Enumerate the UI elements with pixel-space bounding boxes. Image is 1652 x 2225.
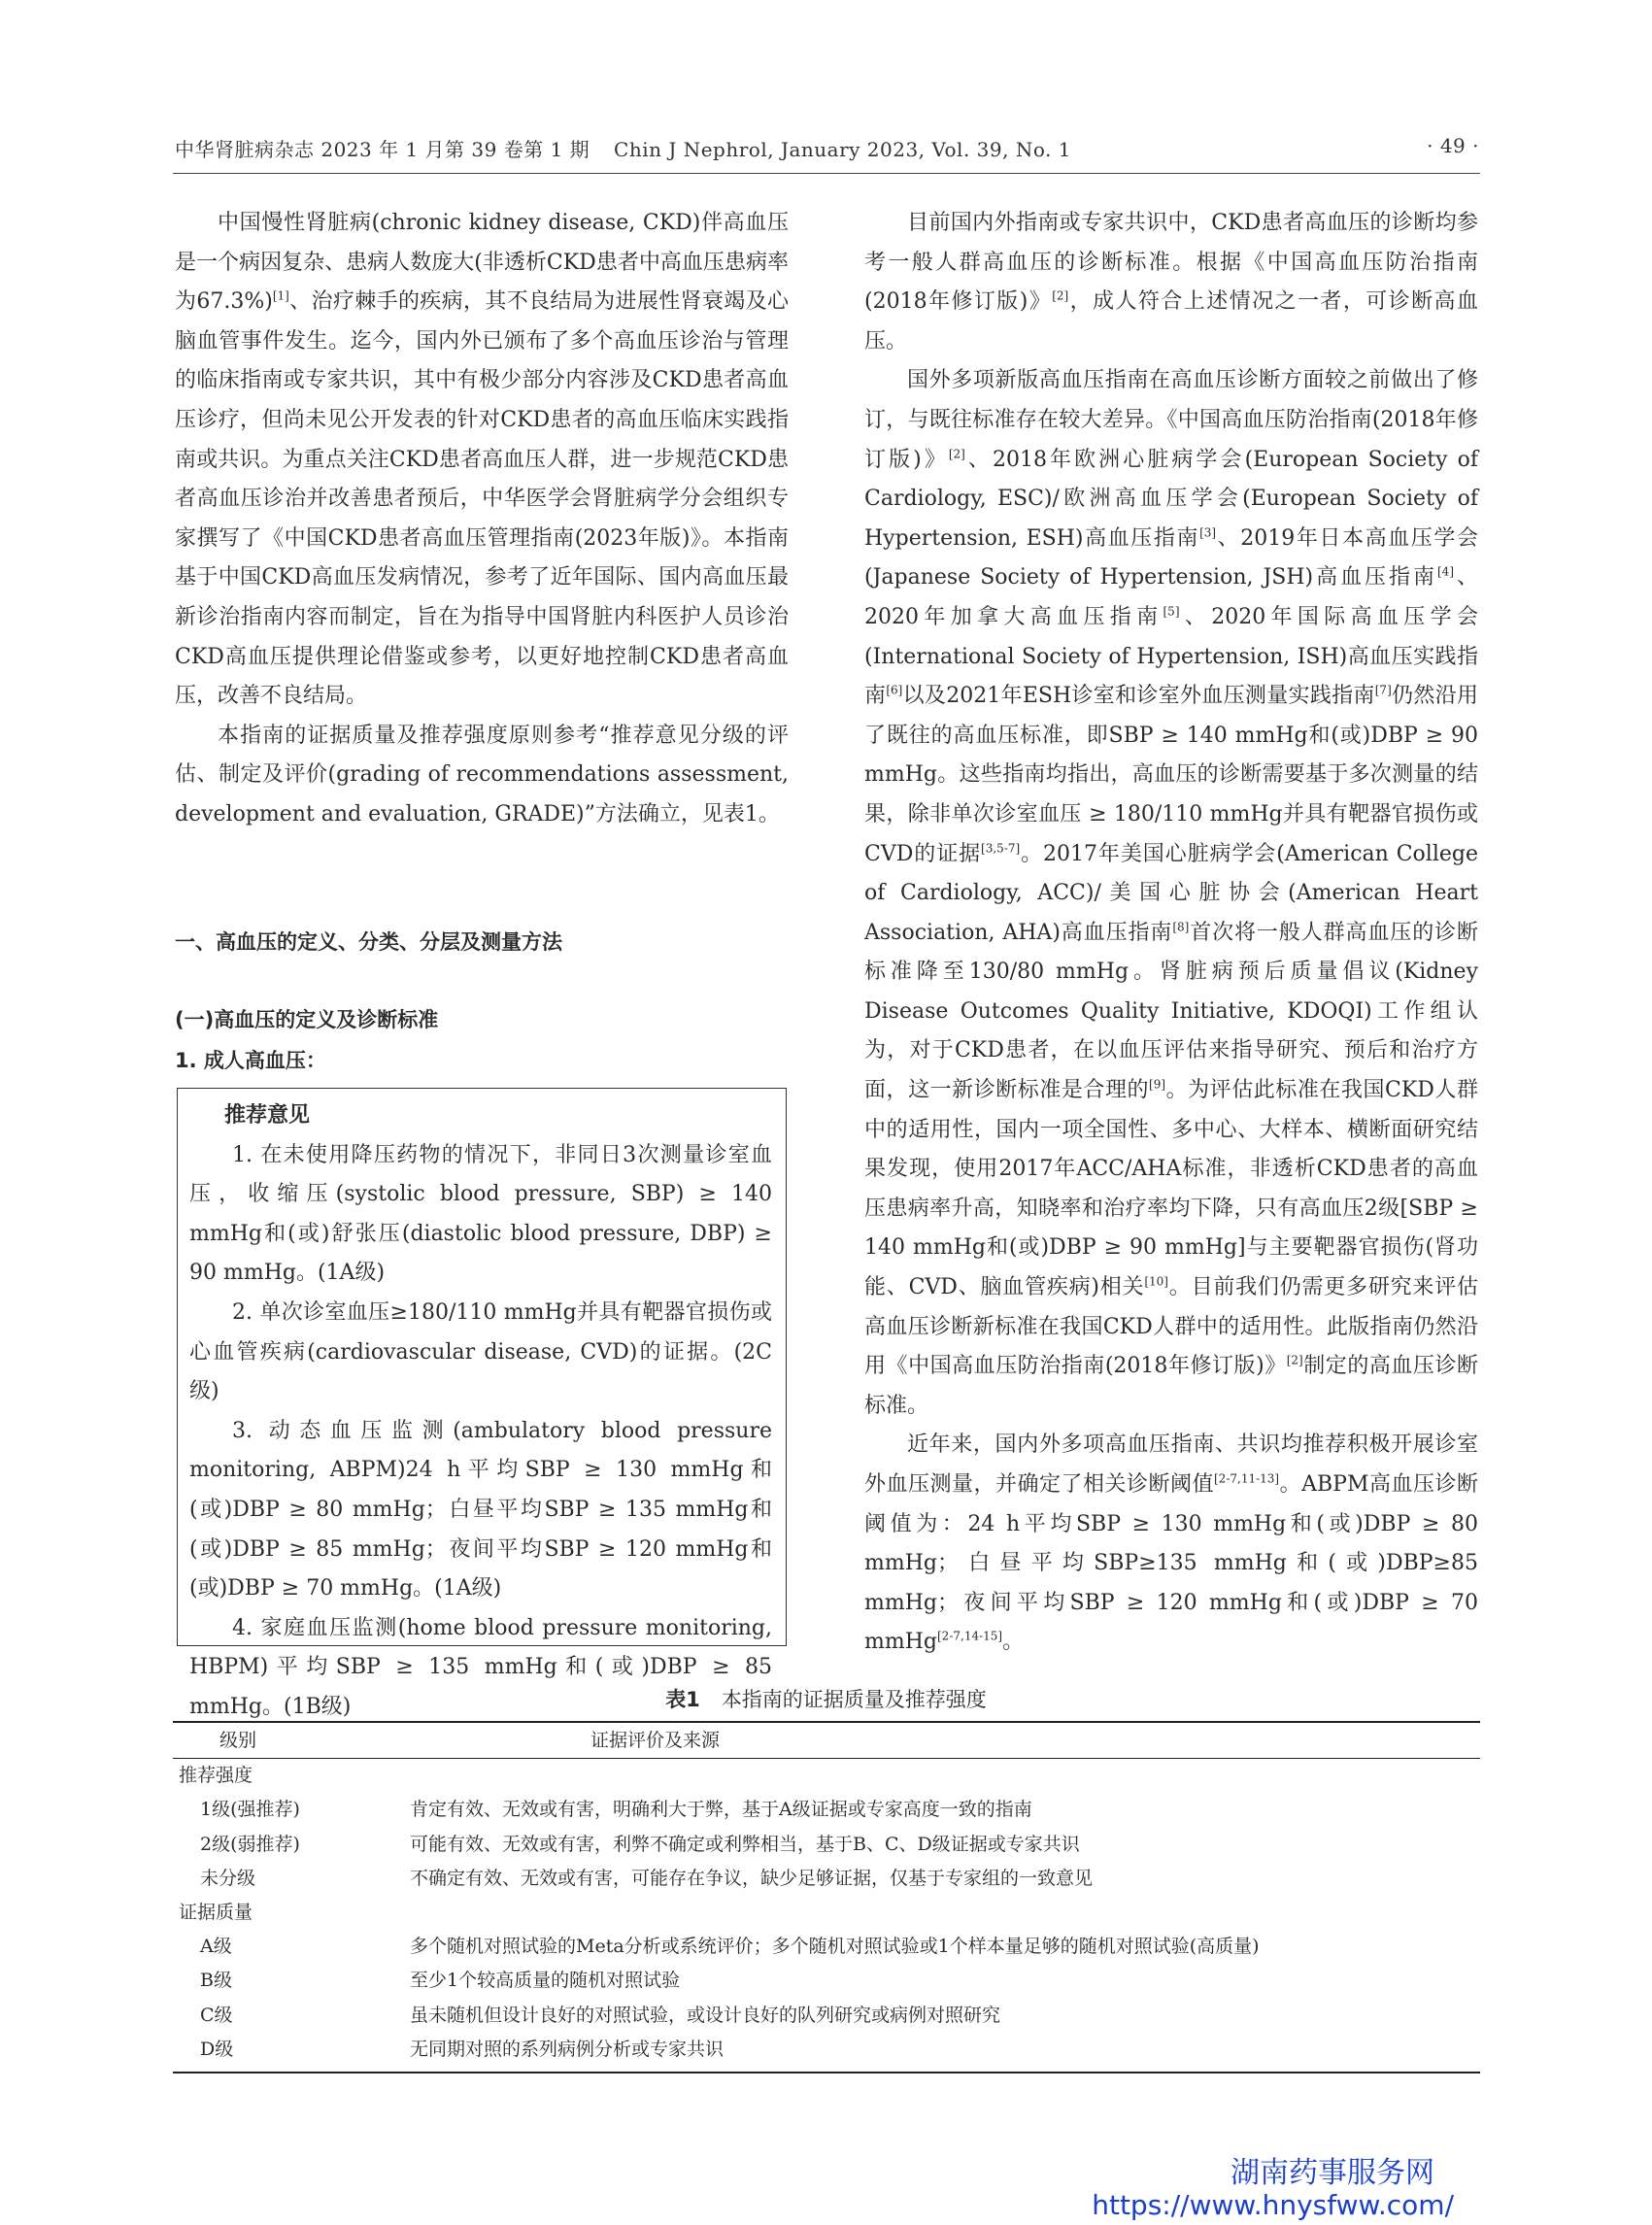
- watermark-url[interactable]: https://www.hnysfww.com/: [1092, 2189, 1454, 2221]
- table-desc-cell: 可能有效、无效或有害，利弊不确定或利弊相当，基于B、C、D级证据或专家共识: [410, 1833, 1080, 1855]
- right-paragraph-1: 目前国内外指南或专家共识中，CKD患者高血压的诊断均参考一般人群高血压的诊断标准。根据《中国高血压防治指南(2018年修订版)》[2]，成人符合上述情况之一者，可诊断高血压。: [864, 211, 1478, 354]
- recommendation-1: 1. 在未使用降压药物的情况下，非同日3次测量诊室血压，收缩压(systolic blood pressure, SBP) ≥ 140 mmHg和(或)舒张压(diastolic blood pressure, DBP) ≥ 90 mmHg。(1A级): [189, 1142, 772, 1286]
- table-desc-cell: 至少1个较高质量的随机对照试验: [410, 1970, 681, 1992]
- table-header-level: 级别: [219, 1730, 257, 1751]
- intro-paragraph-2: 本指南的证据质量及推荐强度原则参考“推荐意见分级的评估、制定及评价(grading of recommendations assessment, development and evaluation, GRADE)”方法确立，见表1。: [175, 723, 789, 826]
- table-row: [173, 1793, 1480, 1827]
- table-row: [173, 1896, 1480, 1930]
- table-level-cell: D级: [200, 2038, 234, 2060]
- page-number: · 49 ·: [1427, 134, 1479, 157]
- recommendation-4: 4. 家庭血压监测(home blood pressure monitoring, HBPM)平均SBP ≥ 135 mmHg和(或)DBP ≥ 85 mmHg。(1B级): [189, 1615, 772, 1719]
- journal-name-cn: 中华肾脏病杂志 2023 年 1 月第 39 卷第 1 期: [175, 138, 590, 161]
- table-desc-cell: 多个随机对照试验的Meta分析或系统评价；多个随机对照试验或1个样本量足够的随机对照试验(高质量): [410, 1936, 1260, 1958]
- table-row: [173, 1930, 1480, 1964]
- section-heading-2: (一)高血压的定义及诊断标准: [175, 1008, 439, 1031]
- table-row: [173, 1862, 1480, 1896]
- watermark-name: 湖南药事服务网: [1231, 2156, 1434, 2190]
- table-row: [173, 1964, 1480, 1998]
- table-caption: [0, 1684, 1652, 1713]
- section-heading-1: 一、高血压的定义、分类、分层及测量方法: [175, 930, 562, 954]
- table-bottom-rule: [173, 2072, 1480, 2073]
- table-level-cell: A级: [200, 1936, 232, 1958]
- table-caption-label: 表1: [665, 1688, 700, 1711]
- running-header: [175, 134, 1071, 162]
- table-level-cell: C级: [200, 2004, 233, 2026]
- intro-paragraph-1: 中国慢性肾脏病(chronic kidney disease, CKD)伴高血压是一个病因复杂、患病人数庞大(非透析CKD患者中高血压患病率为67.3%)[1]、治疗棘手的疾病，其不良结局为进展性肾衰竭及心脑血管事件发生。迄今，国内外已颁布了多个高血压诊治与管理的临床指南或专家共识，其中有极少部分内容涉及CKD患者高血压诊疗，但尚未见公开发表的针对CKD患者的高血压临床实践指南或共识。为重点关注CKD患者高血压人群，进一步规范CKD患者高血压诊治并改善患者预后，中华医学会肾脏病学分会组织专家撰写了《中国CKD患者高血压管理指南(2023年版)》。本指南基于中国CKD高血压发病情况，参考了近年国际、国内高血压最新诊治指南内容而制定，旨在为指导中国肾脏内科医护人员诊治CKD高血压提供理论借鉴或参考，以更好地控制CKD患者高血压，改善不良结局。: [175, 211, 789, 709]
- table-desc-cell: 不确定有效、无效或有害，可能存在争议，缺少足够证据，仅基于专家组的一致意见: [410, 1867, 1094, 1889]
- left-intro: [175, 204, 789, 835]
- table-group-label: 证据质量: [179, 1901, 253, 1923]
- right-column: [864, 204, 1478, 1663]
- table-level-cell: B级: [200, 1970, 232, 1992]
- table-body: [173, 1759, 1480, 2067]
- table-row: [173, 1759, 1480, 1793]
- table-row: [173, 1828, 1480, 1862]
- table-top-rule: [173, 1721, 1480, 1723]
- table-level-cell: 1级(强推荐): [200, 1799, 300, 1821]
- table-header-row: [173, 1724, 1480, 1758]
- table-desc-cell: 肯定有效、无效或有害，明确利大于弊，基于A级证据或专家高度一致的指南: [410, 1799, 1032, 1821]
- journal-name-en: Chin J Nephrol, January 2023, Vol. 39, No. 1: [614, 138, 1071, 161]
- table-desc-cell: 无同期对照的系列病例分析或专家共识: [410, 2038, 725, 2060]
- right-paragraph-2: 国外多项新版高血压指南在高血压诊断方面较之前做出了修订，与既往标准存在较大差异。《中国高血压防治指南(2018年修订版)》[2]、2018年欧洲心脏病学会(European Society of Cardiology, ESC)/欧洲高血压学会(European Society of Hypertension, ESH)高血压指南[3]、2019年日本高血压学会(Japanese Society of Hypertension, JSH)高血压指南[4]、2020年加拿大高血压指南[5]、2020年国际高血压学会(International Society of Hypertension, ISH)高血压实践指南[6]以及2021年ESH诊室和诊室外血压测量实践指南[7]仍然沿用了既往的高血压标准，即SBP ≥ 140 mmHg和(或)DBP ≥ 90 mmHg。这些指南均指出，高血压的诊断需要基于多次测量的结果，除非单次诊室血压 ≥ 180/110 mmHg并具有靶器官损伤或CVD的证据[3,5-7]。2017年美国心脏病学会(American College of Cardiology, ACC)/美国心脏协会(American Heart Association, AHA)高血压指南[8]首次将一般人群高血压的诊断标准降至130/80 mmHg。肾脏病预后质量倡议(Kidney Disease Outcomes Quality Initiative, KDOQI)工作组认为，对于CKD患者，在以血压评估来指导研究、预后和治疗方面，这一新诊断标准是合理的[9]。为评估此标准在我国CKD人群中的适用性，国内一项全国性、多中心、大样本、横断面研究结果发现，使用2017年ACC/AHA标准，非透析CKD患者的高血压患病率升高，知晓率和治疗率均下降，只有高血压2级[SBP ≥ 140 mmHg和(或)DBP ≥ 90 mmHg]与主要靶器官损伤(肾功能、CVD、脑血管疾病)相关[10]。目前我们仍需更多研究来评估高血压诊断新标准在我国CKD人群中的适用性。此版指南仍然沿用《中国高血压防治指南(2018年修订版)》[2]制定的高血压诊断标准。: [864, 368, 1478, 1418]
- table-level-cell: 2级(弱推荐): [200, 1833, 300, 1855]
- table-level-cell: 未分级: [200, 1867, 256, 1889]
- table-row: [173, 2033, 1480, 2067]
- table-header-evidence: 证据评价及来源: [590, 1730, 721, 1751]
- header-rule: [173, 173, 1480, 174]
- table-row: [173, 1999, 1480, 2033]
- section-heading-3: 1. 成人高血压：: [175, 1049, 326, 1072]
- evidence-table: [173, 1724, 1480, 2067]
- table-caption-title: 本指南的证据质量及推荐强度: [721, 1688, 987, 1711]
- right-paragraph-3: 近年来，国内外多项高血压指南、共识均推荐积极开展诊室外血压测量，并确定了相关诊断阈值[2-7,11-13]。ABPM高血压诊断阈值为：24 h平均SBP ≥ 130 mmHg和(或)DBP ≥ 80 mmHg；白昼平均SBP≥135 mmHg和(或)DBP≥85 mmHg；夜间平均SBP ≥ 120 mmHg和(或)DBP ≥ 70 mmHg[2-7,14-15]。: [864, 1433, 1478, 1655]
- recommendation-title: 推荐意见: [224, 1103, 311, 1128]
- recommendation-3: 3. 动态血压监测(ambulatory blood pressure monitoring, ABPM)24 h平均SBP ≥ 130 mmHg和(或)DBP ≥ 80 mmHg；白昼平均SBP ≥ 135 mmHg和(或)DBP ≥ 85 mmHg；夜间平均SBP ≥ 120 mmHg和(或)DBP ≥ 70 mmHg。(1A级): [189, 1418, 772, 1601]
- table-group-label: 推荐强度: [179, 1765, 253, 1787]
- table-desc-cell: 虽未随机但设计良好的对照试验，或设计良好的队列研究或病例对照研究: [410, 2004, 1001, 2026]
- recommendation-2: 2. 单次诊室血压≥180/110 mmHg并具有靶器官损伤或心血管疾病(cardiovascular disease, CVD)的证据。(2C级): [189, 1299, 772, 1404]
